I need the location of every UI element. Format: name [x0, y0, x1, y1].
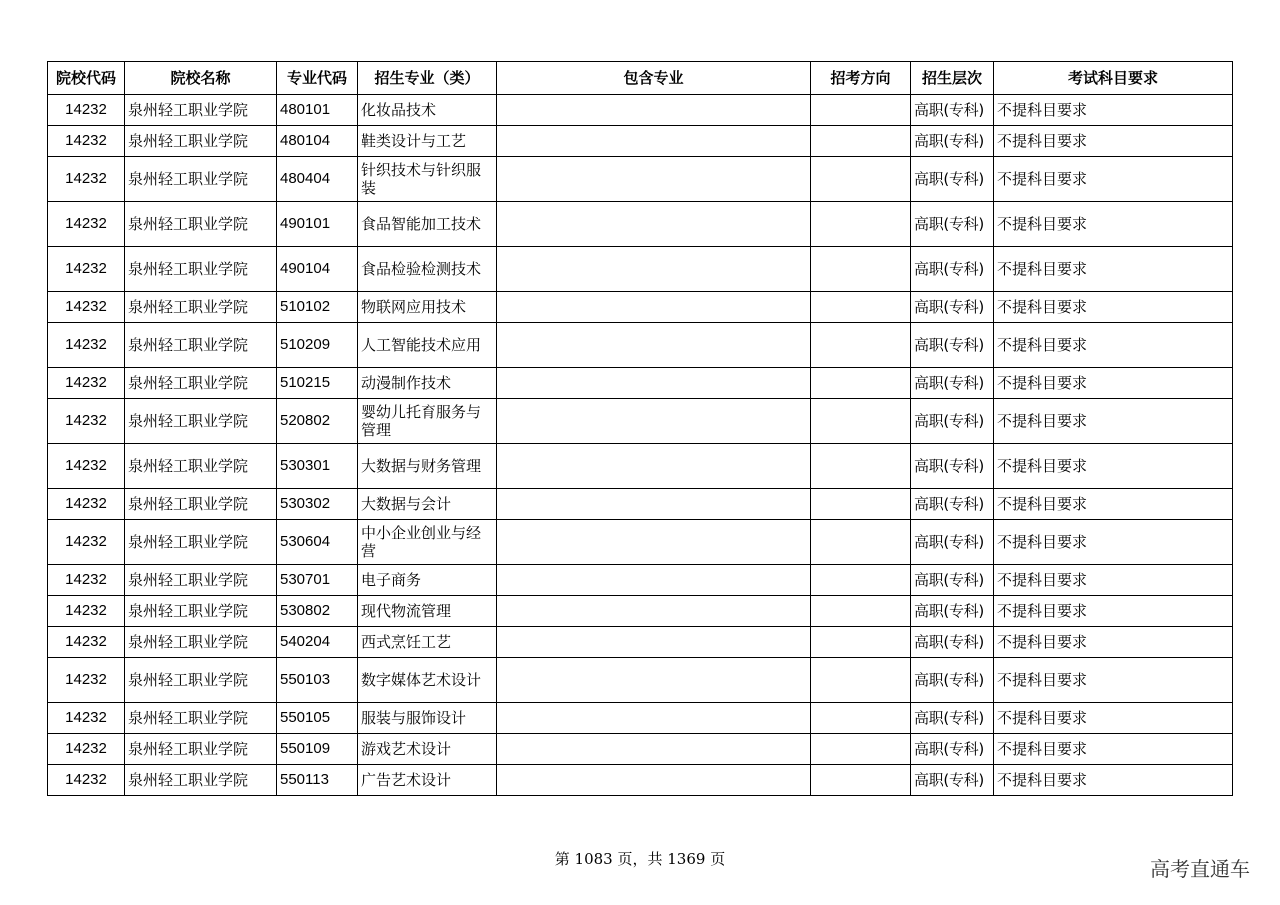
table-row: [48, 323, 1233, 368]
admissions-table: [47, 61, 1233, 796]
cell-school-code: 14232: [48, 157, 125, 202]
table-row: [48, 368, 1233, 399]
cell-direction: [811, 323, 911, 368]
header-school-code: 院校代码: [48, 62, 125, 95]
cell-level: 高职(专科): [911, 247, 994, 292]
cell-school-code: 14232: [48, 765, 125, 796]
table-body: [48, 95, 1233, 796]
cell-level: 高职(专科): [911, 489, 994, 520]
cell-level: 高职(专科): [911, 368, 994, 399]
cell-major-code: 510102: [277, 292, 358, 323]
cell-included-majors: [497, 596, 811, 627]
cell-requirement: 不提科目要求: [994, 703, 1233, 734]
cell-major: 现代物流管理: [358, 596, 497, 627]
cell-major-code: 480404: [277, 157, 358, 202]
cell-major-code: 550103: [277, 658, 358, 703]
cell-major: 食品检验检测技术: [358, 247, 497, 292]
cell-school-name: 泉州轻工职业学院: [125, 444, 277, 489]
table-row: [48, 157, 1233, 202]
cell-school-name: 泉州轻工职业学院: [125, 734, 277, 765]
cell-included-majors: [497, 126, 811, 157]
table-row: [48, 703, 1233, 734]
cell-direction: [811, 292, 911, 323]
cell-major-code: 530802: [277, 596, 358, 627]
cell-major: 西式烹饪工艺: [358, 627, 497, 658]
table-row: [48, 126, 1233, 157]
cell-requirement: 不提科目要求: [994, 627, 1233, 658]
cell-major-code: 530701: [277, 565, 358, 596]
cell-requirement: 不提科目要求: [994, 323, 1233, 368]
cell-direction: [811, 520, 911, 565]
cell-level: 高职(专科): [911, 520, 994, 565]
cell-level: 高职(专科): [911, 157, 994, 202]
cell-level: 高职(专科): [911, 703, 994, 734]
cell-major-code: 510209: [277, 323, 358, 368]
cell-requirement: 不提科目要求: [994, 489, 1233, 520]
cell-major: 数字媒体艺术设计: [358, 658, 497, 703]
table-row: [48, 596, 1233, 627]
cell-level: 高职(专科): [911, 126, 994, 157]
page-number: 第 1083 页，共 1369 页: [554, 850, 726, 868]
cell-requirement: 不提科目要求: [994, 126, 1233, 157]
table-row: [48, 202, 1233, 247]
cell-requirement: 不提科目要求: [994, 247, 1233, 292]
cell-school-name: 泉州轻工职业学院: [125, 368, 277, 399]
cell-major: 游戏艺术设计: [358, 734, 497, 765]
cell-major-code: 480104: [277, 126, 358, 157]
cell-major-code: 480101: [277, 95, 358, 126]
table-row: [48, 658, 1233, 703]
cell-direction: [811, 658, 911, 703]
header-requirement: 考试科目要求: [994, 62, 1233, 95]
table-row: [48, 520, 1233, 565]
cell-school-name: 泉州轻工职业学院: [125, 157, 277, 202]
cell-major-code: 550113: [277, 765, 358, 796]
cell-school-code: 14232: [48, 323, 125, 368]
table-row: [48, 734, 1233, 765]
cell-included-majors: [497, 292, 811, 323]
cell-included-majors: [497, 627, 811, 658]
cell-school-name: 泉州轻工职业学院: [125, 627, 277, 658]
cell-major: 食品智能加工技术: [358, 202, 497, 247]
cell-direction: [811, 399, 911, 444]
cell-included-majors: [497, 323, 811, 368]
cell-included-majors: [497, 520, 811, 565]
cell-school-code: 14232: [48, 444, 125, 489]
cell-school-name: 泉州轻工职业学院: [125, 126, 277, 157]
cell-major-code: 530302: [277, 489, 358, 520]
table-row: [48, 627, 1233, 658]
cell-school-code: 14232: [48, 658, 125, 703]
cell-direction: [811, 765, 911, 796]
cell-major: 服装与服饰设计: [358, 703, 497, 734]
cell-level: 高职(专科): [911, 596, 994, 627]
cell-major: 物联网应用技术: [358, 292, 497, 323]
cell-direction: [811, 627, 911, 658]
cell-level: 高职(专科): [911, 323, 994, 368]
cell-school-name: 泉州轻工职业学院: [125, 765, 277, 796]
cell-major-code: 550105: [277, 703, 358, 734]
cell-included-majors: [497, 95, 811, 126]
cell-requirement: 不提科目要求: [994, 444, 1233, 489]
cell-requirement: 不提科目要求: [994, 565, 1233, 596]
cell-level: 高职(专科): [911, 565, 994, 596]
cell-major-code: 550109: [277, 734, 358, 765]
header-major: 招生专业（类）: [358, 62, 497, 95]
table-row: [48, 292, 1233, 323]
cell-major: 电子商务: [358, 565, 497, 596]
cell-requirement: 不提科目要求: [994, 658, 1233, 703]
cell-school-name: 泉州轻工职业学院: [125, 292, 277, 323]
cell-direction: [811, 489, 911, 520]
cell-direction: [811, 596, 911, 627]
cell-level: 高职(专科): [911, 765, 994, 796]
cell-major: 化妆品技术: [358, 95, 497, 126]
cell-major: 鞋类设计与工艺: [358, 126, 497, 157]
cell-included-majors: [497, 202, 811, 247]
cell-included-majors: [497, 703, 811, 734]
header-major-code: 专业代码: [277, 62, 358, 95]
cell-school-code: 14232: [48, 565, 125, 596]
cell-requirement: 不提科目要求: [994, 399, 1233, 444]
cell-major-code: 490104: [277, 247, 358, 292]
cell-requirement: 不提科目要求: [994, 95, 1233, 126]
cell-major-code: 530604: [277, 520, 358, 565]
cell-requirement: 不提科目要求: [994, 520, 1233, 565]
cell-school-code: 14232: [48, 734, 125, 765]
cell-level: 高职(专科): [911, 627, 994, 658]
table-row: [48, 247, 1233, 292]
cell-requirement: 不提科目要求: [994, 765, 1233, 796]
cell-school-code: 14232: [48, 247, 125, 292]
table-row: [48, 489, 1233, 520]
cell-school-code: 14232: [48, 703, 125, 734]
cell-school-code: 14232: [48, 202, 125, 247]
cell-major: 广告艺术设计: [358, 765, 497, 796]
cell-major: 大数据与财务管理: [358, 444, 497, 489]
cell-included-majors: [497, 565, 811, 596]
cell-direction: [811, 444, 911, 489]
cell-school-name: 泉州轻工职业学院: [125, 703, 277, 734]
cell-major-code: 510215: [277, 368, 358, 399]
table-row: [48, 95, 1233, 126]
cell-school-name: 泉州轻工职业学院: [125, 247, 277, 292]
cell-school-code: 14232: [48, 368, 125, 399]
header-direction: 招考方向: [811, 62, 911, 95]
cell-school-name: 泉州轻工职业学院: [125, 399, 277, 444]
cell-direction: [811, 126, 911, 157]
table-row: [48, 399, 1233, 444]
table-row: [48, 765, 1233, 796]
cell-level: 高职(专科): [911, 734, 994, 765]
cell-school-name: 泉州轻工职业学院: [125, 596, 277, 627]
cell-included-majors: [497, 399, 811, 444]
cell-level: 高职(专科): [911, 95, 994, 126]
cell-major: 中小企业创业与经营: [358, 520, 497, 565]
cell-major-code: 540204: [277, 627, 358, 658]
cell-direction: [811, 703, 911, 734]
cell-school-name: 泉州轻工职业学院: [125, 520, 277, 565]
cell-level: 高职(专科): [911, 399, 994, 444]
watermark-logo-text: 高考直通车: [1150, 857, 1250, 881]
cell-school-name: 泉州轻工职业学院: [125, 202, 277, 247]
cell-requirement: 不提科目要求: [994, 596, 1233, 627]
cell-included-majors: [497, 489, 811, 520]
cell-requirement: 不提科目要求: [994, 202, 1233, 247]
cell-school-code: 14232: [48, 95, 125, 126]
cell-school-name: 泉州轻工职业学院: [125, 658, 277, 703]
header-school-name: 院校名称: [125, 62, 277, 95]
cell-requirement: 不提科目要求: [994, 157, 1233, 202]
cell-included-majors: [497, 734, 811, 765]
cell-school-code: 14232: [48, 489, 125, 520]
cell-major-code: 520802: [277, 399, 358, 444]
header-level: 招生层次: [911, 62, 994, 95]
cell-school-code: 14232: [48, 596, 125, 627]
cell-included-majors: [497, 247, 811, 292]
table-row: [48, 444, 1233, 489]
cell-direction: [811, 157, 911, 202]
cell-school-name: 泉州轻工职业学院: [125, 95, 277, 126]
cell-included-majors: [497, 444, 811, 489]
cell-major: 动漫制作技术: [358, 368, 497, 399]
cell-requirement: 不提科目要求: [994, 734, 1233, 765]
cell-included-majors: [497, 658, 811, 703]
cell-level: 高职(专科): [911, 658, 994, 703]
cell-major-code: 490101: [277, 202, 358, 247]
cell-direction: [811, 202, 911, 247]
cell-requirement: 不提科目要求: [994, 368, 1233, 399]
cell-included-majors: [497, 157, 811, 202]
cell-school-code: 14232: [48, 126, 125, 157]
cell-included-majors: [497, 765, 811, 796]
cell-level: 高职(专科): [911, 444, 994, 489]
cell-major: 针织技术与针织服装: [358, 157, 497, 202]
cell-level: 高职(专科): [911, 202, 994, 247]
cell-school-code: 14232: [48, 627, 125, 658]
cell-school-name: 泉州轻工职业学院: [125, 323, 277, 368]
cell-school-code: 14232: [48, 399, 125, 444]
cell-school-name: 泉州轻工职业学院: [125, 489, 277, 520]
cell-direction: [811, 95, 911, 126]
cell-direction: [811, 247, 911, 292]
header-included-majors: 包含专业: [497, 62, 811, 95]
cell-major: 大数据与会计: [358, 489, 497, 520]
cell-major: 婴幼儿托育服务与管理: [358, 399, 497, 444]
cell-school-name: 泉州轻工职业学院: [125, 565, 277, 596]
cell-major-code: 530301: [277, 444, 358, 489]
cell-level: 高职(专科): [911, 292, 994, 323]
cell-direction: [811, 565, 911, 596]
cell-direction: [811, 734, 911, 765]
cell-included-majors: [497, 368, 811, 399]
cell-direction: [811, 368, 911, 399]
cell-requirement: 不提科目要求: [994, 292, 1233, 323]
cell-school-code: 14232: [48, 292, 125, 323]
cell-school-code: 14232: [48, 520, 125, 565]
cell-major: 人工智能技术应用: [358, 323, 497, 368]
table-row: [48, 565, 1233, 596]
table-header-row: [48, 62, 1233, 95]
